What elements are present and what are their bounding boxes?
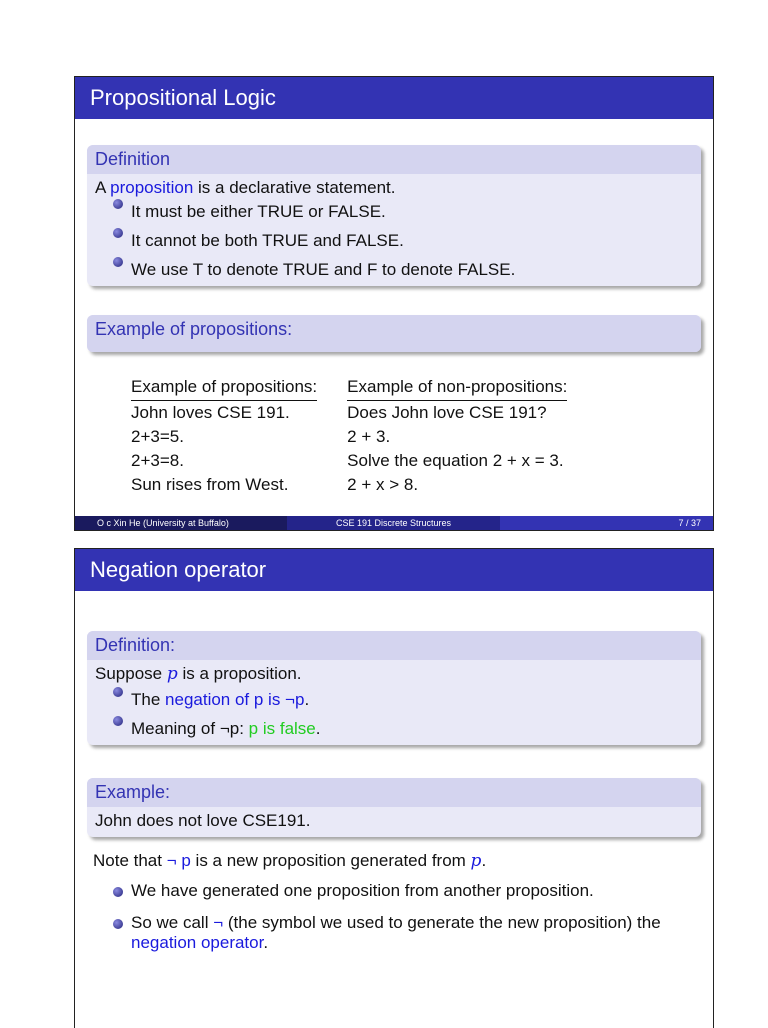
- slide-footer: [75, 516, 713, 530]
- footer-author: O c Xin He (University at Buffalo): [75, 516, 287, 530]
- proposition-term: proposition: [110, 178, 194, 197]
- example-block: [87, 315, 701, 352]
- footer-course: CSE 191 Discrete Structures: [287, 516, 500, 530]
- example-title: Example of propositions:: [87, 315, 701, 352]
- example-block: [87, 778, 701, 837]
- bullet-icon: [113, 887, 123, 897]
- slide-propositional-logic: [74, 76, 714, 531]
- bullet-icon: [113, 257, 123, 267]
- list-item: So we call ¬ (the symbol we used to generate the new proposition) the negation operator.: [113, 913, 703, 953]
- list-item: It must be either TRUE or FALSE.: [113, 202, 693, 222]
- negation-symbol: ¬ p: [166, 851, 191, 870]
- definition-body: [87, 660, 701, 745]
- table-row: John loves CSE 191. Does John love CSE 191?: [131, 403, 547, 422]
- list-item: The negation of p is ¬p.: [113, 690, 693, 710]
- col-header-non-propositions: Example of non-propositions:: [347, 377, 567, 401]
- example-text: John does not love CSE191.: [95, 811, 311, 830]
- propositions-table: [131, 377, 567, 497]
- col-header-propositions: Example of propositions:: [131, 377, 317, 401]
- definition-body: [87, 174, 701, 286]
- footer-page-number: 7 / 37: [500, 516, 713, 530]
- definition-line: Suppose p is a proposition.: [95, 664, 302, 684]
- slide-title: Propositional Logic: [75, 77, 713, 119]
- table-row: 2+3=5. 2 + 3.: [131, 427, 391, 446]
- table-header-row: [131, 377, 567, 401]
- definition-title: Definition: [87, 145, 701, 174]
- definition-title: Definition:: [87, 631, 701, 660]
- list-item: We use T to denote TRUE and F to denote FALSE.: [113, 260, 693, 280]
- list-item: Meaning of ¬p: p is false.: [113, 719, 693, 739]
- bullet-icon: [113, 919, 123, 929]
- slide-title: Negation operator: [75, 549, 713, 591]
- definition-block: [87, 145, 701, 286]
- list-item: We have generated one proposition from another proposition.: [113, 881, 703, 901]
- list-item: It cannot be both TRUE and FALSE.: [113, 231, 693, 251]
- bullet-icon: [113, 199, 123, 209]
- bullet-icon: [113, 228, 123, 238]
- negation-operator-term: negation operator: [131, 933, 264, 952]
- definition-block: [87, 631, 701, 745]
- bullet-icon: [113, 716, 123, 726]
- table-row: 2+3=8. Solve the equation 2 + x = 3.: [131, 451, 564, 470]
- note-line: Note that ¬ p is a new proposition generated from p.: [93, 851, 487, 871]
- definition-bullets: [95, 202, 693, 280]
- slide-negation-operator: [74, 548, 714, 1028]
- definition-intro: A proposition is a declarative statement.: [95, 178, 396, 197]
- bullet-icon: [113, 687, 123, 697]
- definition-bullets: [95, 690, 693, 739]
- example-title: Example:: [87, 778, 701, 807]
- table-row: Sun rises from West. 2 + x > 8.: [131, 475, 419, 494]
- note-bullets: [93, 881, 703, 962]
